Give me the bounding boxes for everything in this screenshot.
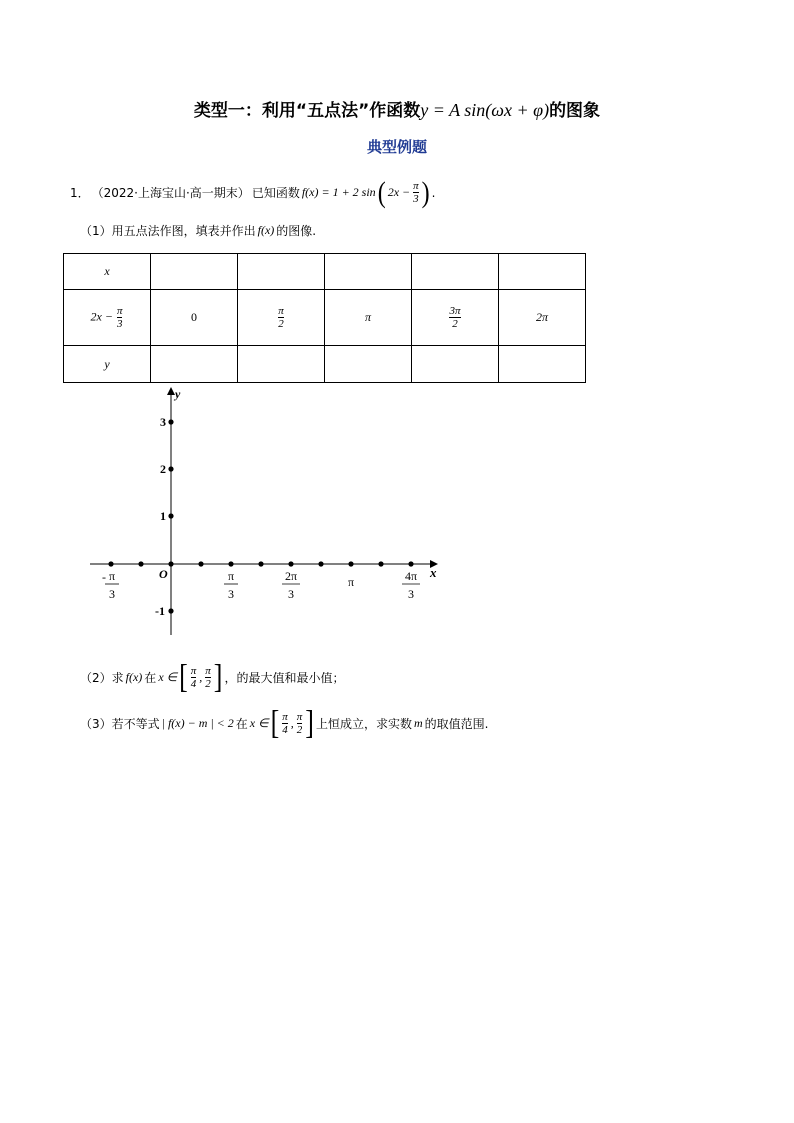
part-3-m: m [413,715,423,730]
x-axis-label: x [430,565,437,580]
section-subtitle: 典型例题 [366,138,427,156]
y-cell-3[interactable] [325,346,412,383]
x-cell-1[interactable] [151,254,238,290]
frac-den: 2 [205,677,211,690]
arg-cell-1 [151,290,238,346]
interval-start [191,665,197,690]
frac-num: π [413,180,419,192]
arg-value-frac [449,305,460,330]
arg-value: 0 [191,310,197,324]
x-tick-num: π [108,569,116,583]
frac-num: π [190,664,197,677]
arg-cell-5 [499,290,586,346]
x-axis-dot [168,561,173,566]
frac-den: 2 [278,318,284,330]
x-cell-3[interactable] [325,254,412,290]
y-axis-dot [168,466,173,471]
function-lhs: f(x) = 1 + 2 sin [301,185,376,199]
frac-num: π [278,305,284,317]
x-axis-dot [258,561,263,566]
x-tick-num: π [227,569,235,583]
part-2-label: （2）求 [80,670,124,685]
problem-number: 1． [70,186,90,200]
part-2-fx: f(x) [125,669,143,684]
comma: , [199,669,203,684]
x-tick-label: π [347,575,355,589]
left-paren: ( [377,176,386,209]
interval-start [282,711,288,736]
argument-text: 2x − [90,309,113,324]
x-axis-dot [408,561,413,566]
part-3-inequality: | f(x) − m | < 2 [161,715,234,730]
y-tick-label: -1 [155,604,165,618]
x-tick-den: 3 [228,587,234,601]
coordinate-axes [80,380,460,645]
title-suffix: 的图象 [549,101,601,121]
five-point-table [63,253,586,383]
part-1-tail: 的图像. [276,224,317,238]
right-paren: ) [421,176,430,209]
frac-num: π [205,664,211,677]
part-3-tail-2: 的取值范围. [424,716,489,731]
part-2-tail: ，的最大值和最小值； [224,670,345,685]
part-2-in: 在 [144,670,157,685]
x-cell-5[interactable] [499,254,586,290]
arg-value: π [364,310,371,324]
x-cell-4[interactable] [412,254,499,290]
comma: , [290,715,294,730]
y-axis-label: y [175,387,181,401]
x-tick-num: 4π [404,569,418,583]
x-axis-dot [138,561,143,566]
x-axis-dot [378,561,383,566]
part-1-fx: f(x) [257,223,275,237]
x-axis-dot [198,561,203,566]
frac-den: 4 [190,677,197,690]
y-cell-1[interactable] [151,346,238,383]
problem-statement [70,176,436,209]
arg-cell-2 [238,290,325,346]
y-cell-4[interactable] [412,346,499,383]
part-3-question [80,703,489,742]
y-axis-dot [168,513,173,518]
interval-end [205,665,211,690]
y-tick-label: 3 [160,415,166,429]
part-3-in: 在 [235,716,248,731]
table-row-y [64,346,586,383]
argument-frac [117,305,123,330]
frac-den: 2 [296,723,303,736]
right-bracket: ] [213,657,223,696]
row-label-y: y [64,346,151,383]
x-axis-dot [318,561,323,566]
y-axis-dot [168,419,173,424]
x-axis-dot [108,561,113,566]
y-cell-2[interactable] [238,346,325,383]
part-1-question [80,222,316,239]
x-tick-den: 3 [288,587,294,601]
part-2-x-in: x ∈ [158,669,178,684]
row-label-argument [64,290,151,346]
part-3-label: （3）若不等式 [80,716,160,731]
title-formula: y = A sin(ωx + φ) [420,100,550,120]
left-bracket: [ [179,657,188,696]
frac-den: 2 [452,318,458,330]
x-tick-den: 3 [109,587,115,601]
problem-intro: 已知函数 [251,186,300,200]
x-axis-dot [228,561,233,566]
x-axis-dot [348,561,353,566]
arg-cell-3 [325,290,412,346]
right-bracket: ] [305,703,314,742]
frac-den: 3 [116,318,123,330]
y-cell-5[interactable] [499,346,586,383]
x-cell-2[interactable] [238,254,325,290]
x-tick-prefix: - [102,570,106,584]
frac-num: 3π [449,305,461,317]
arg-value: 2π [535,310,548,324]
title-prefix: 类型一：利用“五点法”作函数 [193,101,421,121]
frac-num: π [282,710,288,723]
arg-cell-4 [412,290,499,346]
y-tick-label: 2 [160,462,166,476]
part-2-question [80,657,345,696]
frac-num: π [296,710,303,723]
table-row-argument [64,290,586,346]
x-tick-num: 2π [284,569,298,583]
part-3-tail-1: 上恒成立，求实数 [315,716,412,731]
origin-label: O [159,567,168,581]
left-bracket: [ [270,703,280,742]
interval-end [297,711,303,736]
pi-over-three [413,180,419,205]
part-3-x-in: x ∈ [249,715,269,730]
frac-num: π [116,305,123,317]
section-title [0,96,794,121]
y-axis-dot [168,608,173,613]
frac-den: 3 [413,193,419,205]
problem-source: （2022·上海宝山·高一期末） [91,186,250,200]
row-label-x: x [64,254,151,290]
table-row-x [64,254,586,290]
y-tick-label: 1 [160,509,166,523]
function-inner: 2x − [387,185,411,199]
part-1-label: （1）用五点法作图，填表并作出 [80,224,256,238]
arg-value-frac [278,305,284,330]
x-tick-den: 3 [408,587,414,601]
x-axis-dot [288,561,293,566]
problem-end: . [431,185,436,200]
frac-den: 4 [282,723,288,736]
